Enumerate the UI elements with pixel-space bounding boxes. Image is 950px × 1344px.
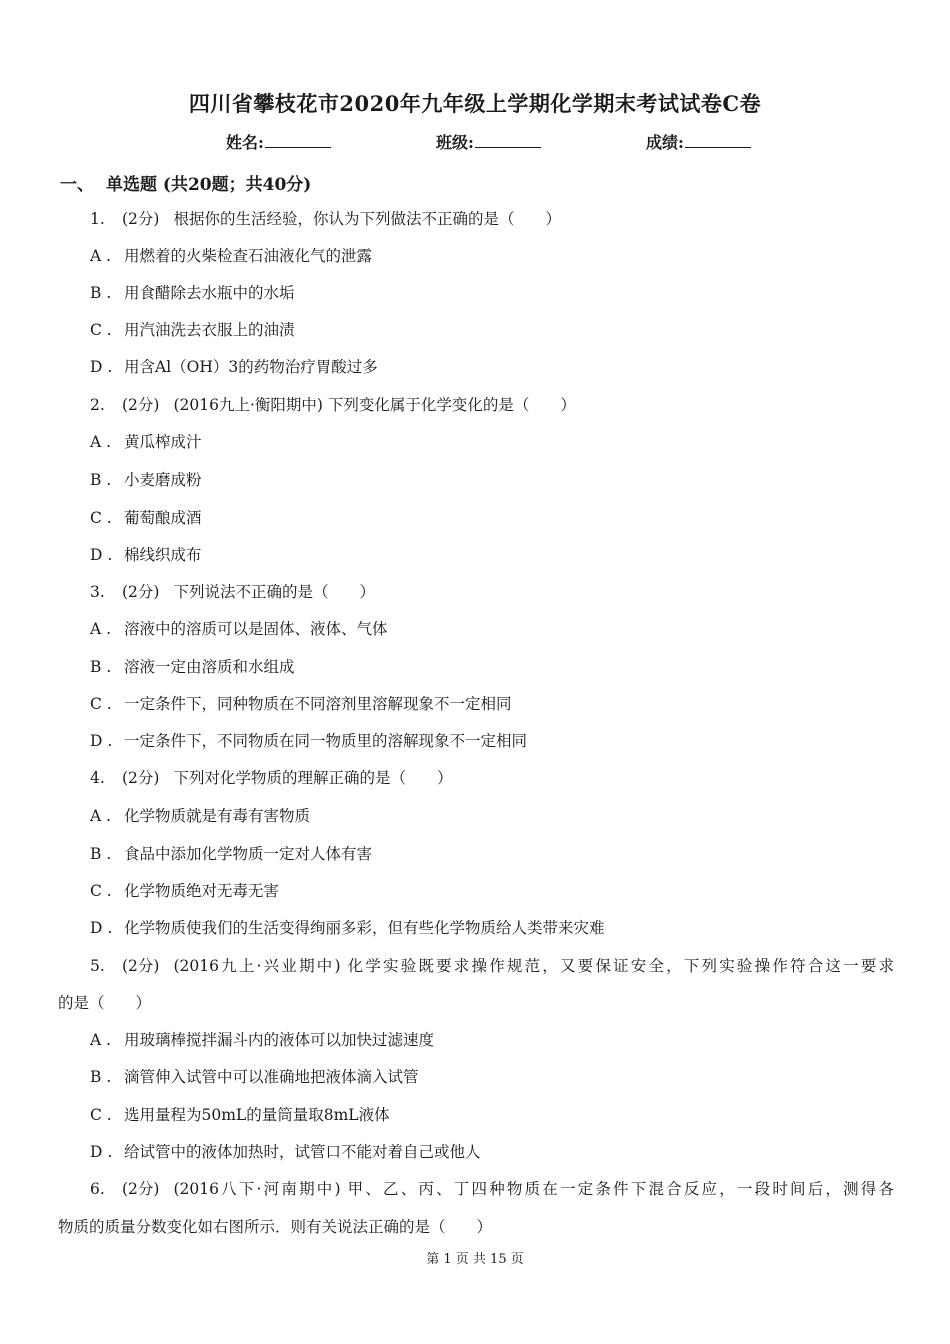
option-2d	[90, 544, 202, 566]
option-3c	[90, 693, 512, 715]
name-label: 姓名:	[226, 133, 264, 152]
option-2c	[90, 507, 202, 529]
option-letter: A .	[90, 1031, 112, 1049]
question-number: 5.	[90, 957, 105, 975]
option-text: 选用量程为50mL的量筒量取8mL液体	[124, 1106, 390, 1124]
option-5c	[90, 1104, 390, 1126]
class-label: 班级:	[436, 133, 474, 152]
option-letter: C .	[90, 882, 112, 900]
question-score: (2分)	[122, 1180, 160, 1198]
question-2	[90, 394, 576, 416]
option-1d	[90, 356, 378, 378]
option-text: 小麦磨成粉	[124, 471, 202, 489]
option-letter: D .	[90, 919, 113, 937]
question-3	[90, 581, 375, 603]
option-letter: A .	[90, 807, 112, 825]
question-number: 6.	[90, 1180, 105, 1198]
option-letter: A .	[90, 247, 112, 265]
option-text: 一定条件下，不同物质在同一物质里的溶解现象不一定相同	[124, 732, 528, 750]
option-text: 棉线织成布	[124, 546, 202, 564]
class-blank	[475, 132, 541, 148]
option-letter: B .	[90, 1068, 112, 1086]
option-text: 给试管中的液体加热时，试管口不能对着自己或他人	[124, 1143, 481, 1161]
option-3a	[90, 618, 388, 640]
option-text: 用食醋除去水瓶中的水垢	[124, 284, 295, 302]
option-text: 一定条件下，同种物质在不同溶剂里溶解现象不一定相同	[124, 695, 512, 713]
question-score: (2分)	[122, 396, 160, 414]
question-4	[90, 767, 452, 789]
option-4a	[90, 805, 310, 827]
name-field	[226, 130, 331, 153]
class-field	[436, 130, 541, 153]
option-text: 用含Al（OH）3的药物治疗胃酸过多	[124, 358, 378, 376]
option-text: 化学物质就是有毒有害物质	[124, 807, 311, 825]
section-number: 一、	[60, 175, 94, 195]
option-letter: A .	[90, 433, 112, 451]
option-2b	[90, 469, 202, 491]
option-4b	[90, 843, 372, 865]
option-text: 用汽油洗去衣服上的油渍	[124, 321, 295, 339]
question-stem: (2016九上·兴业期中) 化学实验既要求操作规范，又要保证安全，下列实验操作符合这一要求	[173, 957, 894, 975]
option-letter: D .	[90, 732, 113, 750]
question-number: 2.	[90, 396, 105, 414]
option-4d	[90, 917, 605, 939]
option-text: 用燃着的火柴检查石油液化气的泄露	[124, 247, 373, 265]
option-text: 黄瓜榨成汁	[124, 433, 202, 451]
option-text: 化学物质使我们的生活变得绚丽多彩，但有些化学物质给人类带来灾难	[124, 919, 605, 937]
question-number: 1.	[90, 210, 105, 228]
option-1c	[90, 319, 295, 341]
question-score: (2分)	[122, 957, 160, 975]
question-5	[90, 955, 894, 977]
option-2a	[90, 431, 202, 453]
section-heading	[60, 170, 311, 195]
option-3b	[90, 656, 295, 678]
name-blank	[265, 132, 331, 148]
option-letter: B .	[90, 284, 112, 302]
option-letter: C .	[90, 1106, 112, 1124]
question-score: (2分)	[122, 210, 160, 228]
question-stem: 下列对化学物质的理解正确的是（ ）	[173, 769, 453, 787]
option-5b	[90, 1066, 419, 1088]
question-stem: (2016八下·河南期中) 甲、乙、丙、丁四种物质在一定条件下混合反应，一段时间后，测得各	[173, 1180, 894, 1198]
option-letter: A .	[90, 620, 112, 638]
option-letter: D .	[90, 1143, 113, 1161]
question-6	[90, 1178, 894, 1200]
option-letter: B .	[90, 471, 112, 489]
option-text: 化学物质绝对无毒无害	[124, 882, 280, 900]
question-6-continued: 物质的质量分数变化如右图所示．则有关说法正确的是（ ）	[58, 1218, 493, 1236]
question-1	[90, 208, 561, 230]
option-1b	[90, 282, 295, 304]
option-letter: D .	[90, 358, 113, 376]
option-1a	[90, 245, 372, 267]
question-5-continued: 的是（ ）	[58, 994, 152, 1012]
option-text: 食品中添加化学物质一定对人体有害	[124, 845, 373, 863]
question-number: 4.	[90, 769, 105, 787]
option-text: 滴管伸入试管中可以准确地把液体滴入试管	[124, 1068, 419, 1086]
option-3d	[90, 730, 527, 752]
score-label: 成绩:	[646, 133, 684, 152]
option-letter: B .	[90, 845, 112, 863]
option-letter: D .	[90, 546, 113, 564]
option-letter: B .	[90, 658, 112, 676]
student-info-row	[0, 130, 950, 154]
question-score: (2分)	[122, 769, 160, 787]
section-title: 单选题 (共20题；共40分)	[106, 175, 312, 195]
page-footer: 第 1 页 共 15 页	[426, 1252, 524, 1267]
option-letter: C .	[90, 695, 112, 713]
question-number: 3.	[90, 583, 105, 601]
option-5a	[90, 1029, 434, 1051]
question-stem: 根据你的生活经验，你认为下列做法不正确的是（ ）	[173, 210, 561, 228]
option-text: 葡萄酿成酒	[124, 509, 202, 527]
option-text: 用玻璃棒搅拌漏斗内的液体可以加快过滤速度	[124, 1031, 435, 1049]
option-text: 溶液一定由溶质和水组成	[124, 658, 295, 676]
question-score: (2分)	[122, 583, 160, 601]
page-title: 四川省攀枝花市2020年九年级上学期化学期末考试试卷C卷	[188, 91, 762, 116]
option-5d	[90, 1141, 481, 1163]
option-4c	[90, 880, 279, 902]
score-blank	[685, 132, 751, 148]
question-stem: (2016九上·衡阳期中) 下列变化属于化学变化的是（ ）	[173, 396, 576, 414]
option-letter: C .	[90, 509, 112, 527]
score-field	[646, 130, 751, 153]
option-letter: C .	[90, 321, 112, 339]
question-stem: 下列说法不正确的是（ ）	[173, 583, 375, 601]
option-text: 溶液中的溶质可以是固体、液体、气体	[124, 620, 388, 638]
